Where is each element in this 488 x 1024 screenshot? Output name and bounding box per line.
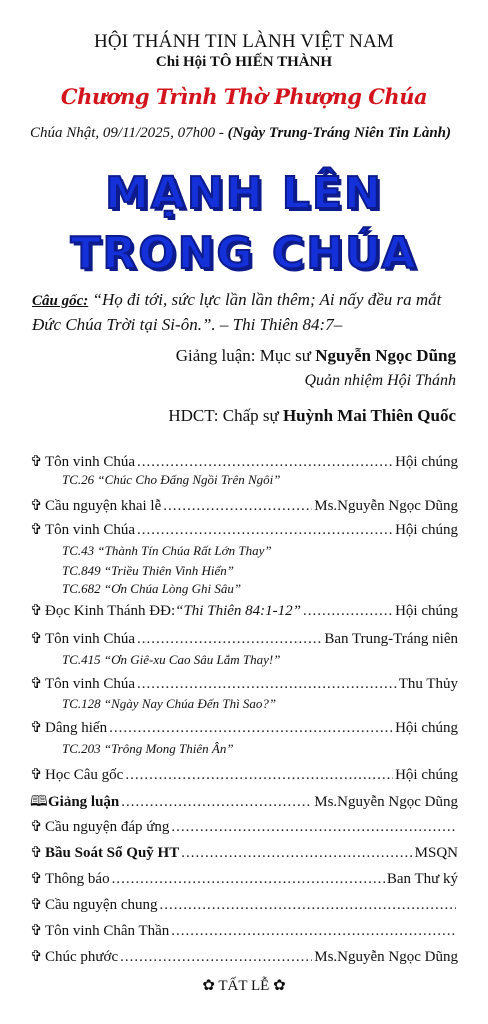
cross-icon: ✞ <box>30 720 43 736</box>
order-item-leader: Ms.Nguyễn Ngọc Dũng <box>314 794 458 810</box>
preacher-name: Nguyễn Ngọc Dũng <box>315 346 456 365</box>
leader-dots <box>171 923 456 940</box>
order-item-leader: Thu Thủy <box>398 676 458 692</box>
cross-icon: ✞ <box>30 897 43 913</box>
order-item <box>30 674 458 693</box>
order-item-title: Thông báo <box>45 871 110 887</box>
order-item-title: Bầu Soát Sổ Quỹ HT <box>45 845 180 861</box>
cross-icon: ✞ <box>30 522 43 538</box>
order-item-title: Tôn vinh Chúa <box>45 676 135 692</box>
hymn-reference: TC.682 “Ơn Chúa Lòng Ghi Sâu” <box>62 581 242 596</box>
book-icon: 🕮 <box>30 792 48 810</box>
order-item <box>30 601 458 620</box>
leader-dots <box>125 767 393 784</box>
order-item <box>30 791 458 816</box>
cross-icon: ✞ <box>30 871 43 887</box>
cross-icon: ✞ <box>30 845 43 861</box>
preacher-role: Quản nhiệm Hội Thánh <box>304 372 456 389</box>
fleuron-icon: ✿ <box>269 978 286 994</box>
order-item-title: Chúc phước <box>45 949 119 965</box>
cross-icon: ✞ <box>30 819 43 835</box>
cross-icon: ✞ <box>30 498 43 514</box>
order-item-leader: Ms.Nguyễn Ngọc Dũng <box>314 498 458 514</box>
order-item-title: Cầu nguyện chung <box>45 897 158 913</box>
hdct-name: Huỳnh Mai Thiên Quốc <box>282 406 456 425</box>
organization-name: HỘI THÁNH TIN LÀNH VIỆT NAM <box>93 31 395 52</box>
order-item-title: Dâng hiến <box>45 720 108 736</box>
order-item-title: Cầu nguyện khai lễ <box>45 498 162 514</box>
hymn-reference: TC.415 “Ơn Giê-xu Cao Sâu Lắm Thay!” <box>62 652 281 667</box>
scripture-reference: “Thi Thiên 84:1-12” <box>175 603 301 619</box>
order-item-leader: Hội chúng <box>395 720 458 736</box>
leader-dots <box>171 819 456 836</box>
hymn-reference: TC.849 “Triều Thiên Vinh Hiển” <box>62 563 235 578</box>
hymn-reference: TC.26 “Chúc Cho Đấng Ngồi Trên Ngôi” <box>62 472 281 487</box>
program-title: Chương Trình Thờ Phượng Chúa <box>60 84 428 109</box>
cross-icon: ✞ <box>30 923 43 939</box>
cross-icon: ✞ <box>30 676 43 692</box>
leader-dots <box>303 603 393 620</box>
order-item <box>30 765 458 784</box>
preacher-label: Giảng luận: Mục sư <box>175 346 316 365</box>
order-item-leader: Ban Thư ký <box>386 871 458 887</box>
theme-line-2: TRONG CHÚA <box>70 228 418 279</box>
hdct <box>168 406 456 426</box>
cross-icon: ✞ <box>30 767 43 783</box>
leader-dots <box>112 871 385 888</box>
order-item <box>30 947 458 966</box>
cross-icon: ✞ <box>30 454 43 470</box>
service-date: Chúa Nhật, 09/11/2025, 07h00 - <box>30 125 228 141</box>
hymn-reference: TC.128 “Ngày Nay Chúa Đến Thì Sao?” <box>62 696 277 711</box>
fleuron-icon: ✿ <box>202 978 219 994</box>
cross-icon: ✞ <box>30 949 43 965</box>
order-item <box>30 895 458 914</box>
order-item-title: Giảng luận <box>48 794 120 810</box>
leader-dots <box>137 522 393 539</box>
leader-dots <box>159 897 456 914</box>
order-item-leader: Ms.Nguyễn Ngọc Dũng <box>314 949 458 965</box>
order-item-leader: Hội chúng <box>395 454 458 470</box>
order-item-title: Đọc Kinh Thánh ĐĐ: <box>45 603 176 619</box>
leader-dots <box>181 845 412 862</box>
cross-icon: ✞ <box>30 631 43 647</box>
order-item-leader: Hội chúng <box>395 522 458 538</box>
order-item <box>30 520 458 539</box>
cross-icon: ✞ <box>30 603 43 619</box>
order-item <box>30 869 458 888</box>
order-item-leader: MSQN <box>414 845 458 861</box>
order-item <box>30 817 458 836</box>
branch-name: Chi Hội TÔ HIẾN THÀNH <box>155 54 333 70</box>
closing-text: TẤT LỄ <box>218 978 270 994</box>
order-item-title: Tôn vinh Chúa <box>45 454 135 470</box>
order-item-title: Tôn vinh Chúa <box>45 522 135 538</box>
key-verse <box>32 288 464 337</box>
order-item <box>30 718 458 737</box>
key-verse-text: “Họ đi tới, sức lực lần lần thêm; Ai nấy đều ra mắt Đức Chúa Trời tại Si-ôn.”. – Thi Thiên 84:7– <box>32 290 442 334</box>
hdct-label: HDCT: Chấp sự <box>168 406 283 425</box>
leader-dots <box>109 720 393 737</box>
closing <box>0 976 488 995</box>
preacher <box>176 346 456 366</box>
leader-dots <box>137 454 393 471</box>
order-item-leader: Hội chúng <box>395 603 458 619</box>
order-item <box>30 629 458 648</box>
order-item-title: Tôn vinh Chân Thần <box>45 923 170 939</box>
order-item-leader: Hội chúng <box>395 767 458 783</box>
hymn-reference: TC.43 “Thành Tín Chúa Rất Lớn Thay” <box>62 543 272 558</box>
theme-line-1: MẠNH LÊN <box>105 168 383 219</box>
order-item <box>30 452 458 471</box>
order-item-title: Cầu nguyện đáp ứng <box>45 819 170 835</box>
hymn-reference: TC.203 “Trông Mong Thiên Ân” <box>62 741 234 756</box>
key-verse-label: Câu gốc: <box>32 293 89 309</box>
order-item <box>30 921 458 940</box>
leader-dots <box>120 949 312 966</box>
leader-dots <box>137 676 397 693</box>
leader-dots <box>121 794 312 811</box>
order-item-title: Học Câu gốc <box>45 767 124 783</box>
order-item <box>30 496 458 515</box>
order-item-leader: Ban Trung-Tráng niên <box>324 631 458 647</box>
service-occasion: (Ngày Trung-Tráng Niên Tin Lành) <box>227 125 452 141</box>
date-line <box>30 125 470 142</box>
order-item <box>30 843 458 862</box>
order-item-title: Tôn vinh Chúa <box>45 631 135 647</box>
leader-dots <box>163 498 312 515</box>
leader-dots <box>137 631 322 648</box>
